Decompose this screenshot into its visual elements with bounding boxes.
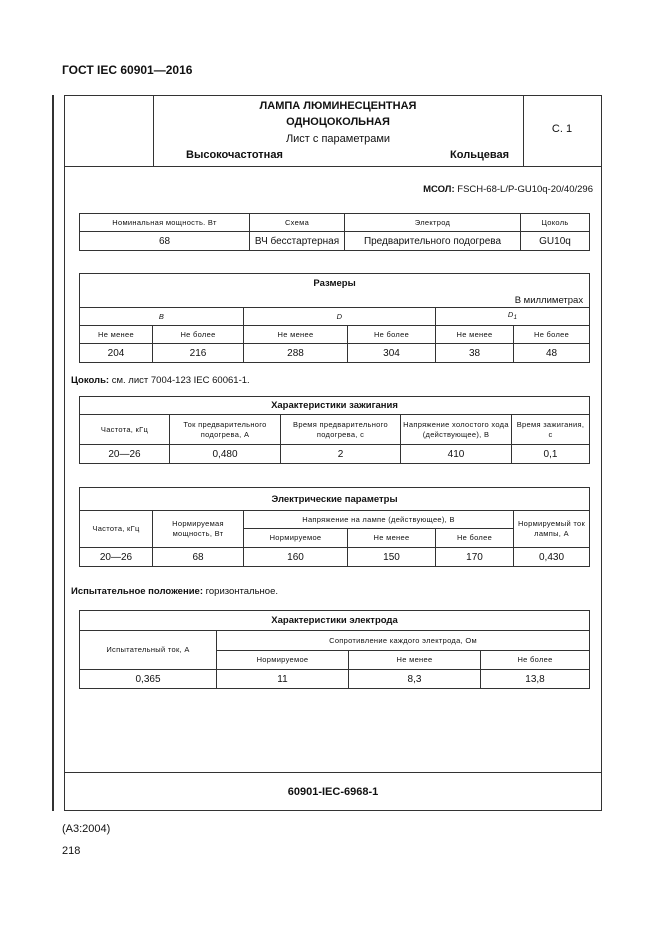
page-number: 218 xyxy=(62,845,81,857)
sheet-frame xyxy=(64,95,602,811)
table-cell: 48 xyxy=(514,344,590,363)
base-note xyxy=(71,375,250,386)
mcol-label: МСОЛ: xyxy=(423,184,455,195)
dimension-b-header: B xyxy=(80,308,244,326)
sheet-code: 60901-IEC-6968-1 xyxy=(287,786,379,798)
table-cell: 288 xyxy=(244,344,348,363)
ignition-table xyxy=(79,396,590,464)
table-cell: GU10q xyxy=(521,232,590,251)
table-cell: 68 xyxy=(80,232,250,251)
table-cell: 0,1 xyxy=(512,445,590,464)
column-header: Нормируемое xyxy=(217,651,349,670)
column-header: Номинальная мощность. Вт xyxy=(80,214,250,232)
title-block-page-cell xyxy=(523,96,601,166)
lamp-shape-class: Кольцевая xyxy=(450,149,509,161)
column-header: Электрод xyxy=(345,214,521,232)
electrode-table xyxy=(79,610,590,689)
test-position-label: Испытательное положение: xyxy=(71,586,203,597)
table-cell: 38 xyxy=(436,344,514,363)
column-header: Частота, кГц xyxy=(80,415,170,445)
ignition-title: Характеристики зажигания xyxy=(80,397,590,415)
column-header: Не менее xyxy=(349,651,481,670)
column-header: Время зажигания, с xyxy=(512,415,590,445)
table-cell: 20—26 xyxy=(80,445,170,464)
column-header: Не более xyxy=(436,529,514,548)
column-header: Ток предварительного подогрева, А xyxy=(170,415,281,445)
sheet-code-block xyxy=(65,772,601,811)
column-header: Нормируемый ток лампы, А xyxy=(514,511,590,548)
column-header: Не более xyxy=(153,326,244,344)
column-header: Не более xyxy=(514,326,590,344)
table-cell: 150 xyxy=(348,548,436,567)
sheet-page-number: С. 1 xyxy=(551,123,573,135)
column-header: Напряжение холостого хода (действующее), В xyxy=(401,415,512,445)
dimension-d-header: D xyxy=(244,308,436,326)
column-header: Частота, кГц xyxy=(80,511,153,548)
column-header: Нормируемое xyxy=(244,529,348,548)
dimension-d1-letter: D xyxy=(507,310,514,319)
table-cell: 216 xyxy=(153,344,244,363)
column-header: Цоколь xyxy=(521,214,590,232)
mcol-designation xyxy=(423,184,593,195)
column-header: Не менее xyxy=(244,326,348,344)
column-header: Не менее xyxy=(348,529,436,548)
electrical-title: Электрические параметры xyxy=(80,488,590,511)
table-cell: 170 xyxy=(436,548,514,567)
table-cell: 160 xyxy=(244,548,348,567)
test-position-text: горизонтальное. xyxy=(202,586,279,597)
lamp-frequency-class: Высокочастотная xyxy=(186,149,283,161)
dimension-d1-header xyxy=(436,308,590,326)
table-cell: 410 xyxy=(401,445,512,464)
column-header: Сопротивление каждого электрода, Ом xyxy=(217,631,590,651)
dimensions-title: Размеры xyxy=(80,274,590,294)
table-cell: 304 xyxy=(348,344,436,363)
title-block-main-cell xyxy=(153,96,524,166)
title-block xyxy=(65,96,601,167)
document-header: ГОСТ IEC 60901—2016 xyxy=(62,63,193,77)
column-header: Нормируемая мощность, Вт xyxy=(153,511,244,548)
column-header: Напряжение на лампе (действующее), В xyxy=(244,511,514,529)
data-sheet xyxy=(52,95,602,811)
column-header: Не менее xyxy=(436,326,514,344)
table-cell: 11 xyxy=(217,670,349,689)
dimensions-table xyxy=(79,273,590,363)
mcol-value: FSCH-68-L/P-GU10q-20/40/296 xyxy=(457,184,593,195)
table-cell: 0,480 xyxy=(170,445,281,464)
table-cell: 204 xyxy=(80,344,153,363)
base-note-label: Цоколь: xyxy=(71,375,110,386)
lamp-type-subtitle: ОДНОЦОКОЛЬНАЯ xyxy=(286,116,390,128)
table-cell: 20—26 xyxy=(80,548,153,567)
amendment-note: (А3:2004) xyxy=(62,823,111,835)
column-header: Не менее xyxy=(80,326,153,344)
title-block-left-cell xyxy=(65,96,154,166)
column-header: Время предварительного подогрева, с xyxy=(281,415,401,445)
column-header: Испытательный ток, А xyxy=(80,631,217,670)
table-cell: 2 xyxy=(281,445,401,464)
column-header: Не более xyxy=(348,326,436,344)
table-cell: 8,3 xyxy=(349,670,481,689)
electrode-title: Характеристики электрода xyxy=(80,611,590,631)
test-position-note xyxy=(71,586,278,597)
electrical-table xyxy=(79,487,590,567)
table-cell: ВЧ бесстартерная xyxy=(250,232,345,251)
table-cell: 68 xyxy=(153,548,244,567)
base-note-text: см. лист 7004-123 IEC 60061-1. xyxy=(109,375,250,386)
column-header: Схема xyxy=(250,214,345,232)
column-header: Не более xyxy=(481,651,590,670)
dimensions-unit: В миллиметрах xyxy=(80,294,590,308)
table-cell: Предварительного подогрева xyxy=(345,232,521,251)
sheet-kind: Лист с параметрами xyxy=(285,133,391,145)
dimension-d1-subscript: 1 xyxy=(513,315,518,321)
table-cell: 0,430 xyxy=(514,548,590,567)
table-cell: 0,365 xyxy=(80,670,217,689)
table-cell: 13,8 xyxy=(481,670,590,689)
lamp-type-title: ЛАМПА ЛЮМИНЕСЦЕНТНАЯ xyxy=(259,100,417,112)
lamp-general-table xyxy=(79,213,590,251)
